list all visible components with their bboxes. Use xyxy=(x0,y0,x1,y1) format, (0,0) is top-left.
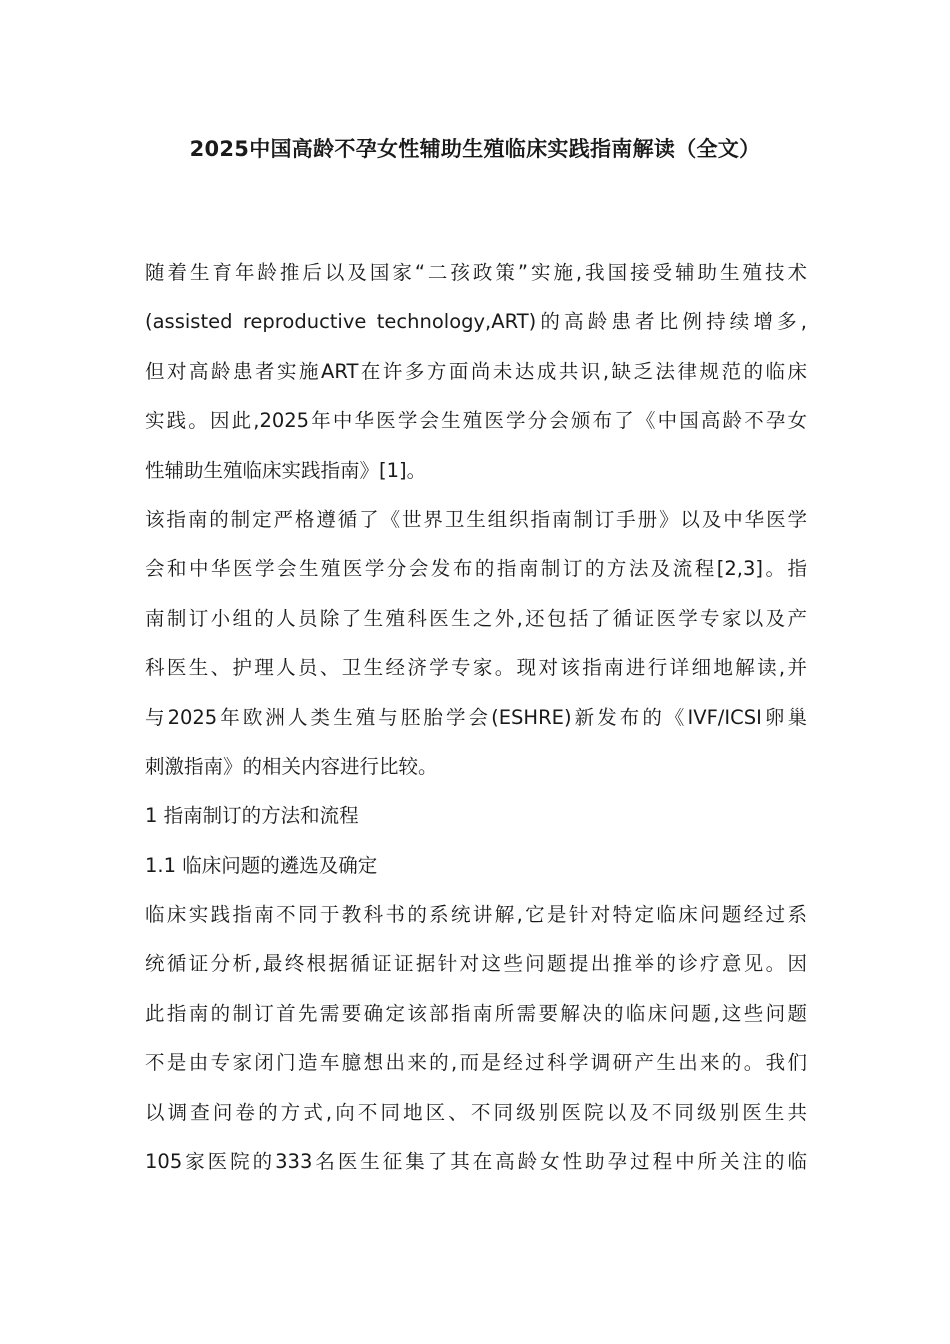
text-line: 随着生育年龄推后以及国家“二孩政策”实施,我国接受辅助生殖技术 xyxy=(145,261,807,284)
text-line: (assisted reproductive technology,ART)的高龄患者比例持续增多, xyxy=(145,310,807,334)
text-line: 临床实践指南不同于教科书的系统讲解,它是针对特定临床问题经过系 xyxy=(145,903,807,927)
text-line: 科医生、护理人员、卫生经济学专家。现对该指南进行详细地解读,并 xyxy=(145,656,807,680)
text-line: 统循证分析,最终根据循证证据针对这些问题提出推举的诊疗意见。因 xyxy=(145,952,807,976)
text-line: 该指南的制定严格遵循了《世界卫生组织指南制订手册》以及中华医学 xyxy=(145,507,807,531)
text-line: 与2025年欧洲人类生殖与胚胎学会(ESHRE)新发布的《IVF/ICSI卵巢 xyxy=(145,705,807,729)
text-line: 性辅助生殖临床实践指南》[1]。 xyxy=(145,458,427,482)
text-line: 刺激指南》的相关内容进行比较。 xyxy=(145,754,438,778)
text-line: 但对高龄患者实施ART在许多方面尚未达成共识,缺乏法律规范的临床 xyxy=(145,359,807,383)
text-line: 会和中华医学会生殖医学分会发布的指南制订的方法及流程[2,3]。指 xyxy=(145,557,807,581)
text-line: 不是由专家闭门造车臆想出来的,而是经过科学调研产生出来的。我们 xyxy=(145,1051,807,1075)
text-line: 以调查问卷的方式,向不同地区、不同级别医院以及不同级别医生共 xyxy=(145,1100,807,1124)
document-body xyxy=(145,248,807,1186)
text-line: 实践。因此,2025年中华医学会生殖医学分会颁布了《中国高龄不孕女 xyxy=(145,409,807,433)
text-line: 105家医院的333名医生征集了其在高龄女性助孕过程中所关注的临 xyxy=(145,1150,807,1174)
text-line: 南制订小组的人员除了生殖科医生之外,还包括了循证医学专家以及产 xyxy=(145,606,807,630)
text-line: 1.1 临床问题的遴选及确定 xyxy=(145,853,378,877)
text-line: 此指南的制订首先需要确定该部指南所需要解决的临床问题,这些问题 xyxy=(145,1001,807,1025)
text-line: 1 指南制订的方法和流程 xyxy=(145,804,359,828)
document-title: 2025中国高龄不孕女性辅助生殖临床实践指南解读（全文） xyxy=(189,137,761,161)
